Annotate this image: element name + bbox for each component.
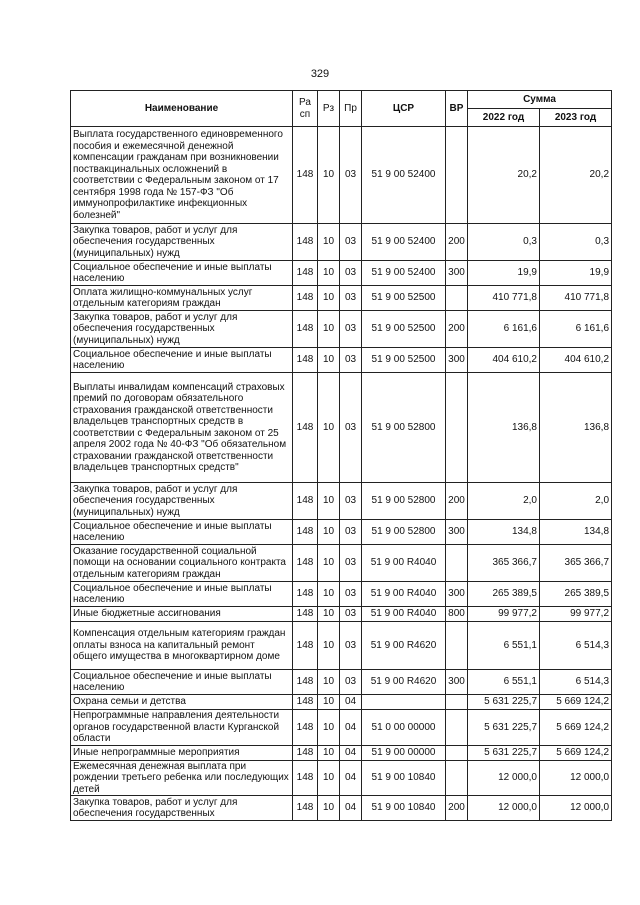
cell-name: Компенсация отдельным категориям граждан оплаты взноса на капитальный ремонт общего имущества в многоквартирном доме [71, 622, 293, 670]
cell-vr [446, 710, 468, 746]
cell-csr: 51 9 00 52800 [362, 520, 446, 545]
cell-rasp: 148 [293, 348, 318, 373]
cell-rasp: 148 [293, 545, 318, 582]
cell-csr: 51 9 00 52400 [362, 127, 446, 224]
cell-rz: 10 [318, 796, 340, 821]
page-number: 329 [310, 68, 330, 80]
cell-vr: 300 [446, 582, 468, 607]
table-row [71, 261, 612, 286]
cell-rz: 10 [318, 622, 340, 670]
cell-rasp: 148 [293, 745, 318, 760]
cell-rz: 10 [318, 483, 340, 520]
cell-2023: 12 000,0 [540, 796, 612, 821]
cell-2023: 6 514,3 [540, 670, 612, 695]
cell-2023: 410 771,8 [540, 286, 612, 311]
cell-name: Оплата жилищно-коммунальных услуг отдельным категориям граждан [71, 286, 293, 311]
cell-rz: 10 [318, 261, 340, 286]
table-row [71, 796, 612, 821]
cell-vr [446, 286, 468, 311]
cell-name: Закупка товаров, работ и услуг для обеспечения государственных (муниципальных) нужд [71, 224, 293, 261]
table-row [71, 483, 612, 520]
budget-table [70, 90, 612, 821]
cell-rasp: 148 [293, 760, 318, 796]
table-row [71, 582, 612, 607]
cell-pr: 03 [340, 261, 362, 286]
cell-csr: 51 9 00 52400 [362, 224, 446, 261]
cell-2023: 12 000,0 [540, 760, 612, 796]
cell-vr: 200 [446, 796, 468, 821]
table-row [71, 710, 612, 746]
cell-vr [446, 745, 468, 760]
table-row [71, 745, 612, 760]
cell-rasp: 148 [293, 261, 318, 286]
cell-vr: 300 [446, 670, 468, 695]
cell-rasp: 148 [293, 695, 318, 710]
table-row [71, 311, 612, 348]
header-2023: 2023 год [540, 109, 612, 127]
cell-name: Непрограммные направления деятельности органов государственной власти Курганской области [71, 710, 293, 746]
cell-rasp: 148 [293, 710, 318, 746]
cell-csr: 51 9 00 00000 [362, 745, 446, 760]
cell-2022: 99 977,2 [468, 607, 540, 622]
cell-rz: 10 [318, 582, 340, 607]
cell-rz: 10 [318, 745, 340, 760]
cell-csr: 51 9 00 52500 [362, 348, 446, 373]
cell-pr: 04 [340, 745, 362, 760]
cell-2022: 365 366,7 [468, 545, 540, 582]
cell-rasp: 148 [293, 520, 318, 545]
cell-name: Иные непрограммные мероприятия [71, 745, 293, 760]
cell-csr: 51 9 00 R4040 [362, 582, 446, 607]
cell-2023: 99 977,2 [540, 607, 612, 622]
cell-vr [446, 760, 468, 796]
cell-name: Социальное обеспечение и иные выплаты населению [71, 348, 293, 373]
cell-rasp: 148 [293, 796, 318, 821]
cell-2023: 136,8 [540, 373, 612, 483]
cell-csr: 51 9 00 52400 [362, 261, 446, 286]
cell-2023: 2,0 [540, 483, 612, 520]
cell-2023: 20,2 [540, 127, 612, 224]
cell-pr: 03 [340, 311, 362, 348]
cell-name: Ежемесячная денежная выплата при рождении третьего ребенка или последующих детей [71, 760, 293, 796]
cell-2023: 19,9 [540, 261, 612, 286]
cell-pr: 04 [340, 695, 362, 710]
cell-2023: 134,8 [540, 520, 612, 545]
cell-rz: 10 [318, 545, 340, 582]
cell-vr: 300 [446, 261, 468, 286]
cell-csr: 51 0 00 00000 [362, 710, 446, 746]
cell-name: Выплата государственного единовременного пособия и ежемесячной денежной компенсации гражданам при возникновении поствакцинальных осложнений в соответствии с Федеральным законом от 17 сентября 1998 года № 157-ФЗ "Об иммунопрофилактике инфекционных болезней" [71, 127, 293, 224]
cell-2022: 410 771,8 [468, 286, 540, 311]
header-csr: ЦСР [362, 91, 446, 127]
cell-vr [446, 127, 468, 224]
cell-2022: 2,0 [468, 483, 540, 520]
cell-vr: 300 [446, 520, 468, 545]
cell-csr: 51 9 00 10840 [362, 796, 446, 821]
cell-rasp: 148 [293, 224, 318, 261]
cell-name: Закупка товаров, работ и услуг для обеспечения государственных (муниципальных) нужд [71, 483, 293, 520]
table-row [71, 695, 612, 710]
cell-2022: 0,3 [468, 224, 540, 261]
cell-pr: 03 [340, 545, 362, 582]
table-body [71, 127, 612, 821]
cell-rz: 10 [318, 348, 340, 373]
cell-2023: 0,3 [540, 224, 612, 261]
cell-name: Охрана семьи и детства [71, 695, 293, 710]
cell-pr: 03 [340, 224, 362, 261]
cell-2023: 6 514,3 [540, 622, 612, 670]
cell-rz: 10 [318, 224, 340, 261]
cell-rasp: 148 [293, 670, 318, 695]
cell-2022: 20,2 [468, 127, 540, 224]
cell-rz: 10 [318, 760, 340, 796]
cell-rz: 10 [318, 311, 340, 348]
table-row [71, 286, 612, 311]
cell-2022: 6 551,1 [468, 670, 540, 695]
table-row [71, 348, 612, 373]
cell-rz: 10 [318, 286, 340, 311]
cell-2022: 5 631 225,7 [468, 710, 540, 746]
cell-rz: 10 [318, 670, 340, 695]
cell-name: Иные бюджетные ассигнования [71, 607, 293, 622]
table-row [71, 622, 612, 670]
header-pr: Пр [340, 91, 362, 127]
table-row [71, 224, 612, 261]
header-name: Наименование [71, 91, 293, 127]
cell-csr: 51 9 00 R4620 [362, 670, 446, 695]
cell-2023: 5 669 124,2 [540, 710, 612, 746]
cell-rasp: 148 [293, 622, 318, 670]
cell-rasp: 148 [293, 483, 318, 520]
table-row [71, 760, 612, 796]
table-row [71, 127, 612, 224]
cell-2023: 365 366,7 [540, 545, 612, 582]
cell-rz: 10 [318, 695, 340, 710]
cell-vr: 300 [446, 348, 468, 373]
cell-2022: 404 610,2 [468, 348, 540, 373]
cell-name: Социальное обеспечение и иные выплаты населению [71, 261, 293, 286]
cell-2022: 265 389,5 [468, 582, 540, 607]
cell-rasp: 148 [293, 127, 318, 224]
cell-rasp: 148 [293, 373, 318, 483]
cell-2022: 12 000,0 [468, 760, 540, 796]
cell-csr: 51 9 00 52800 [362, 373, 446, 483]
cell-2022: 6 161,6 [468, 311, 540, 348]
cell-pr: 03 [340, 670, 362, 695]
table-row [71, 373, 612, 483]
cell-rz: 10 [318, 373, 340, 483]
cell-rz: 10 [318, 127, 340, 224]
table-row [71, 520, 612, 545]
cell-csr: 51 9 00 R4040 [362, 607, 446, 622]
cell-2022: 5 631 225,7 [468, 745, 540, 760]
table-row [71, 607, 612, 622]
cell-name: Оказание государственной социальной помощи на основании социального контракта отдельным категориям граждан [71, 545, 293, 582]
cell-name: Закупка товаров, работ и услуг для обеспечения государственных (муниципальных) нужд [71, 311, 293, 348]
cell-vr [446, 545, 468, 582]
cell-pr: 03 [340, 373, 362, 483]
cell-name: Социальное обеспечение и иные выплаты населению [71, 582, 293, 607]
cell-vr [446, 373, 468, 483]
cell-name: Закупка товаров, работ и услуг для обеспечения государственных [71, 796, 293, 821]
cell-csr: 51 9 00 52500 [362, 286, 446, 311]
cell-name: Социальное обеспечение и иные выплаты населению [71, 670, 293, 695]
cell-csr: 51 9 00 R4620 [362, 622, 446, 670]
cell-name: Выплаты инвалидам компенсаций страховых премий по договорам обязательного страхования гражданской ответственности владельцев транспортных средств в соответствии с Федеральным законом от 25 апреля 2002 года № 40-ФЗ "Об обязательном страховании гражданской ответственности владельцев транспортных средств" [71, 373, 293, 483]
cell-2023: 5 669 124,2 [540, 745, 612, 760]
cell-rz: 10 [318, 520, 340, 545]
cell-2023: 404 610,2 [540, 348, 612, 373]
cell-csr [362, 695, 446, 710]
cell-2023: 6 161,6 [540, 311, 612, 348]
cell-2022: 6 551,1 [468, 622, 540, 670]
cell-pr: 03 [340, 607, 362, 622]
cell-vr [446, 695, 468, 710]
cell-pr: 03 [340, 483, 362, 520]
header-rz: Рз [318, 91, 340, 127]
header-sum: Сумма [468, 91, 612, 109]
cell-2022: 19,9 [468, 261, 540, 286]
cell-csr: 51 9 00 52800 [362, 483, 446, 520]
cell-2023: 5 669 124,2 [540, 695, 612, 710]
cell-pr: 04 [340, 760, 362, 796]
cell-vr [446, 622, 468, 670]
cell-2022: 12 000,0 [468, 796, 540, 821]
cell-2022: 134,8 [468, 520, 540, 545]
cell-rz: 10 [318, 710, 340, 746]
header-vr: ВР [446, 91, 468, 127]
cell-csr: 51 9 00 10840 [362, 760, 446, 796]
table-row [71, 545, 612, 582]
header-rasp: Ра сп [293, 91, 318, 127]
cell-vr: 800 [446, 607, 468, 622]
cell-rasp: 148 [293, 286, 318, 311]
cell-pr: 03 [340, 622, 362, 670]
cell-pr: 03 [340, 348, 362, 373]
header-2022: 2022 год [468, 109, 540, 127]
cell-vr: 200 [446, 483, 468, 520]
cell-pr: 03 [340, 127, 362, 224]
cell-rasp: 148 [293, 311, 318, 348]
cell-pr: 03 [340, 286, 362, 311]
cell-pr: 04 [340, 710, 362, 746]
table-row [71, 670, 612, 695]
cell-pr: 04 [340, 796, 362, 821]
cell-csr: 51 9 00 52500 [362, 311, 446, 348]
cell-rz: 10 [318, 607, 340, 622]
cell-name: Социальное обеспечение и иные выплаты населению [71, 520, 293, 545]
cell-vr: 200 [446, 311, 468, 348]
table-header [71, 91, 612, 127]
cell-2022: 5 631 225,7 [468, 695, 540, 710]
cell-2023: 265 389,5 [540, 582, 612, 607]
cell-csr: 51 9 00 R4040 [362, 545, 446, 582]
cell-2022: 136,8 [468, 373, 540, 483]
cell-rasp: 148 [293, 582, 318, 607]
cell-pr: 03 [340, 582, 362, 607]
cell-rasp: 148 [293, 607, 318, 622]
cell-vr: 200 [446, 224, 468, 261]
cell-pr: 03 [340, 520, 362, 545]
